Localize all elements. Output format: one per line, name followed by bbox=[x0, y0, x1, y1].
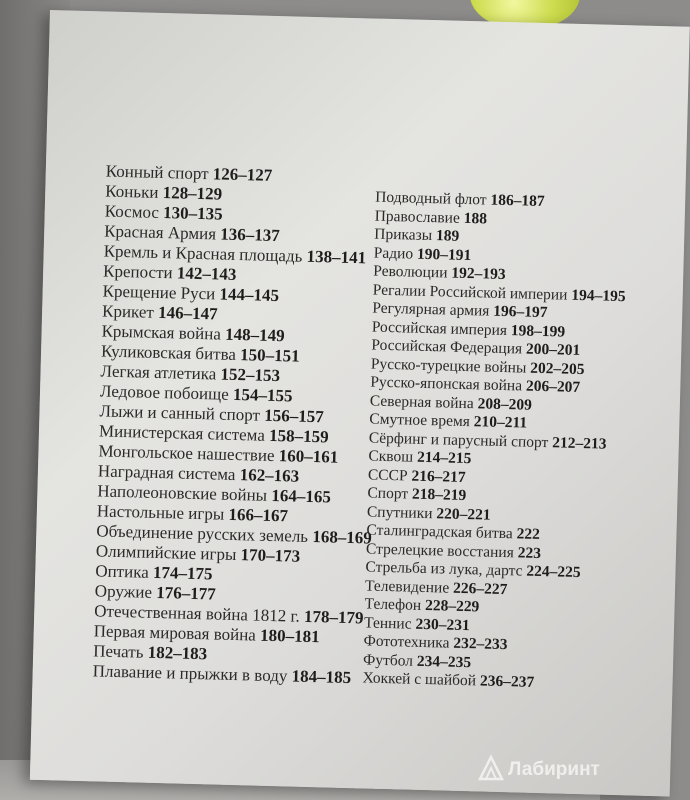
entry-topic: Легкая атлетика bbox=[100, 361, 217, 384]
entry-topic: Российская империя bbox=[371, 318, 508, 339]
index-column-right bbox=[362, 189, 665, 696]
entry-pages: 222 bbox=[516, 525, 541, 544]
entry-topic: Крепости bbox=[102, 261, 173, 283]
entry-pages: 156–157 bbox=[263, 405, 324, 427]
entry-topic: Первая мировая война bbox=[93, 621, 257, 645]
entry-pages: 164–165 bbox=[271, 485, 332, 507]
entry-pages: 234–235 bbox=[416, 652, 472, 671]
entry-pages: 230–231 bbox=[415, 615, 470, 634]
entry-pages: 174–175 bbox=[152, 562, 213, 584]
entry-pages: 224–225 bbox=[526, 562, 581, 582]
entry-topic: Монгольское нашествие bbox=[98, 441, 275, 466]
entry-topic: Хоккей с шайбой bbox=[362, 669, 477, 690]
entry-pages: 218–219 bbox=[411, 485, 467, 505]
entry-pages: 196–197 bbox=[493, 302, 548, 322]
entry-topic: Телевидение bbox=[364, 576, 450, 597]
entry-topic: Оружие bbox=[94, 581, 153, 602]
entry-pages: 130–135 bbox=[162, 203, 223, 224]
entry-topic: Футбол bbox=[362, 650, 414, 670]
entry-pages: 184–185 bbox=[291, 666, 352, 688]
entry-pages: 142–143 bbox=[176, 263, 237, 284]
entry-pages: 170–173 bbox=[240, 545, 301, 566]
entry-topic: Радио bbox=[373, 244, 414, 263]
entry-pages: 128–129 bbox=[162, 183, 223, 204]
entry-pages: 194–195 bbox=[571, 286, 626, 305]
entry-pages: 136–137 bbox=[220, 224, 281, 246]
entry-topic: Крещение Руси bbox=[102, 281, 216, 304]
entry-pages: 178–179 bbox=[303, 606, 364, 628]
entry-pages: 186–187 bbox=[490, 191, 545, 211]
entry-topic: Российская Федерация bbox=[371, 336, 523, 358]
entry-pages: 126–127 bbox=[212, 164, 273, 185]
labyrinth-logo-icon bbox=[478, 755, 504, 785]
entry-pages: 180–181 bbox=[259, 625, 320, 647]
entry-topic: Стрельба из лука, дартс bbox=[365, 558, 523, 580]
entry-pages: 162–163 bbox=[239, 465, 300, 486]
entry-topic: Оптика bbox=[95, 561, 150, 582]
entry-topic: Сёрфинг и парусный спорт bbox=[368, 428, 549, 451]
entry-topic: Настольные игры bbox=[96, 501, 225, 524]
entry-pages: 189 bbox=[435, 227, 460, 245]
entry-topic: Кремль и Красная площадь bbox=[103, 241, 303, 266]
entry-pages: 198–199 bbox=[510, 321, 566, 341]
entry-topic: Фототехника bbox=[363, 632, 450, 652]
book-page bbox=[30, 10, 690, 796]
entry-pages: 220–221 bbox=[436, 504, 491, 524]
entry-pages: 202–205 bbox=[530, 359, 585, 378]
entry-topic: Красная Армия bbox=[103, 221, 217, 244]
entry-pages: 160–161 bbox=[278, 446, 339, 467]
entry-topic: Смутное время bbox=[369, 410, 471, 431]
entry-pages: 166–167 bbox=[228, 504, 289, 526]
entry-pages: 200–201 bbox=[525, 340, 581, 359]
entry-topic: Русско-турецкие войны bbox=[370, 355, 527, 377]
entry-topic: Плавание и прыжки в воду bbox=[92, 661, 288, 686]
entry-topic: Регулярная армия bbox=[372, 299, 490, 320]
entry-topic: Олимпийские игры bbox=[95, 541, 237, 565]
entry-pages: 158–159 bbox=[268, 425, 329, 447]
entry-topic: Сталинградская битва bbox=[366, 521, 513, 543]
entry-pages: 188 bbox=[463, 209, 488, 228]
entry-pages: 232–233 bbox=[453, 634, 508, 654]
entry-topic: Куликовская битва bbox=[100, 341, 237, 364]
entry-topic: Космос bbox=[104, 201, 160, 222]
entry-pages: 228–229 bbox=[424, 597, 480, 616]
entry-pages: 144–145 bbox=[219, 284, 280, 306]
watermark-text: Лабиринт bbox=[508, 759, 600, 780]
entry-pages: 214–215 bbox=[416, 448, 472, 468]
entry-topic: Коньки bbox=[105, 181, 159, 202]
entry-pages: 168–169 bbox=[312, 527, 373, 548]
entry-topic: Сквош bbox=[368, 447, 414, 466]
entry-topic: Русско-японская война bbox=[370, 373, 523, 395]
entry-pages: 152–153 bbox=[220, 364, 281, 386]
entry-pages: 176–177 bbox=[156, 582, 216, 604]
entry-topic: Лыжи и санный спорт bbox=[99, 401, 261, 425]
watermark-logo bbox=[478, 752, 600, 788]
entry-pages: 208–209 bbox=[477, 394, 533, 414]
entry-topic: Отечественная война 1812 г. bbox=[94, 601, 301, 626]
entry-topic: Министерская система bbox=[98, 421, 266, 445]
entry-topic: СССР bbox=[367, 465, 408, 485]
entry-topic: Объединение русских земель bbox=[96, 521, 309, 546]
entry-topic: Крикет bbox=[101, 301, 155, 322]
entry-topic: Спорт bbox=[367, 484, 409, 503]
entry-topic: Православие bbox=[374, 207, 461, 227]
entry-pages: 206–207 bbox=[525, 377, 581, 397]
entry-pages: 182–183 bbox=[147, 642, 208, 664]
entry-pages: 212–213 bbox=[551, 433, 607, 453]
entry-topic: Теннис bbox=[363, 613, 412, 633]
entry-pages: 223 bbox=[517, 543, 542, 562]
entry-topic: Спутники bbox=[366, 502, 433, 522]
entry-pages: 154–155 bbox=[232, 384, 293, 406]
entry-topic: Подводный флот bbox=[374, 188, 487, 209]
entry-pages: 138–141 bbox=[306, 246, 367, 268]
entry-topic: Революции bbox=[373, 262, 448, 282]
entry-topic: Наградная система bbox=[97, 461, 236, 485]
entry-pages: 146–147 bbox=[157, 302, 218, 324]
entry-pages: 192–193 bbox=[451, 264, 506, 284]
entry-pages: 236–237 bbox=[479, 672, 535, 691]
entry-topic: Регалии Российской империи bbox=[372, 281, 568, 304]
entry-pages: 216–217 bbox=[411, 467, 466, 486]
entry-topic: Северная война bbox=[369, 392, 474, 412]
entry-topic: Печать bbox=[92, 641, 144, 662]
entry-topic: Ледовое побоище bbox=[99, 381, 230, 404]
entry-pages: 150–151 bbox=[239, 345, 300, 366]
entry-topic: Наполеоновские войны bbox=[97, 481, 268, 505]
entry-pages: 210–211 bbox=[473, 413, 528, 432]
entry-pages: 148–149 bbox=[224, 324, 285, 346]
entry-topic: Крымская война bbox=[101, 321, 222, 344]
entry-topic: Приказы bbox=[374, 225, 433, 245]
entry-topic: Стрелецкие восстания bbox=[365, 539, 515, 561]
entry-topic: Телефон bbox=[364, 595, 422, 614]
entry-topic: Конный спорт bbox=[105, 161, 209, 184]
entry-pages: 190–191 bbox=[416, 245, 472, 264]
entry-pages: 226–227 bbox=[452, 579, 508, 598]
